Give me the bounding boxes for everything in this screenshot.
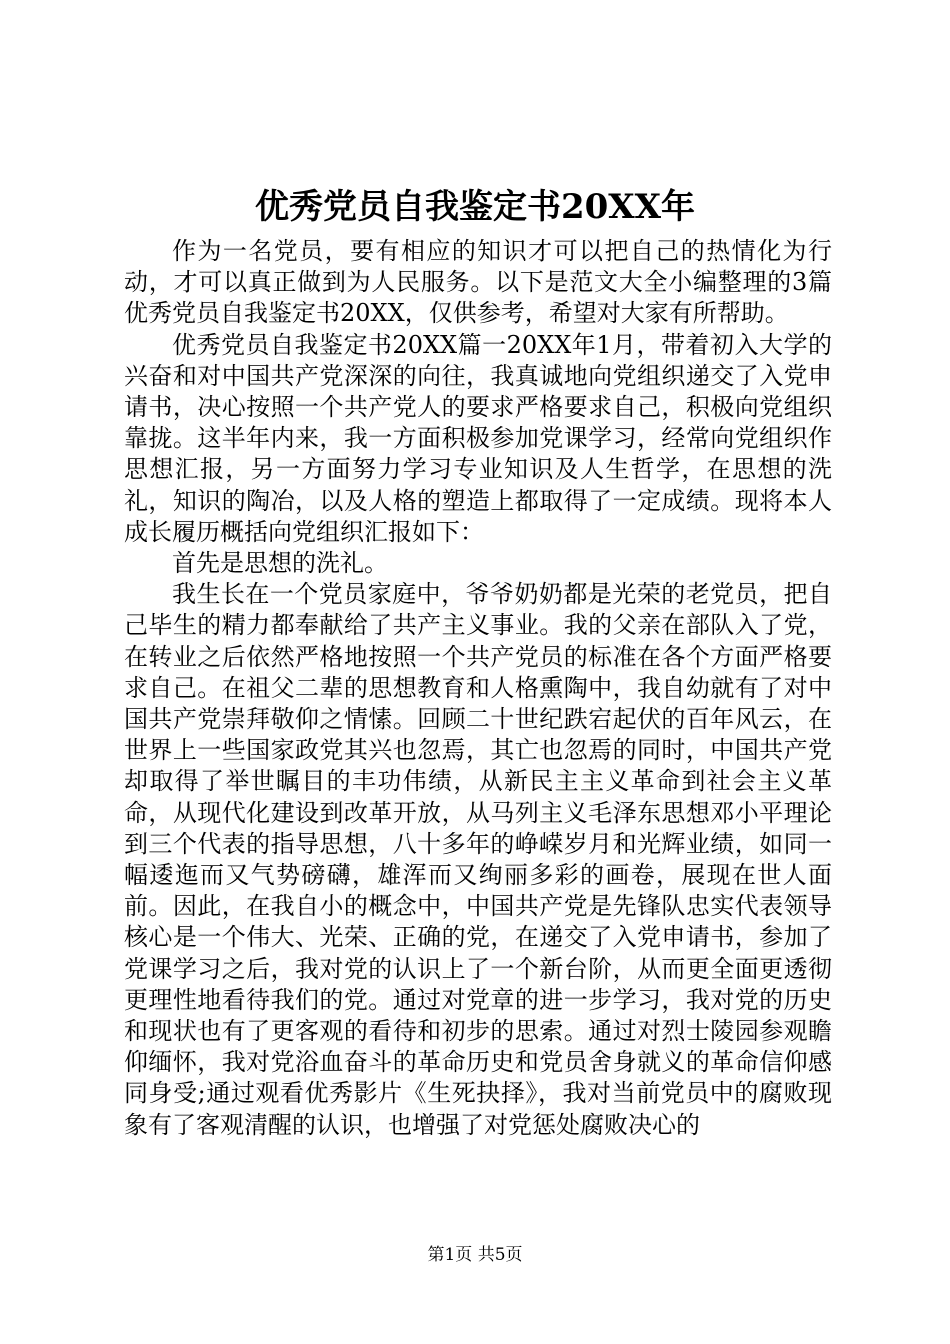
document-title: 优秀党员自我鉴定书20XX年 <box>254 187 696 227</box>
paragraph-part-one: 优秀党员自我鉴定书20XX篇一20XX年1月，带着初入大学的兴奋和对中国共产党深深的向往，我真诚地向党组织递交了入党申请书，决心按照一个共产党人的要求严格要求自己，积极向党组织靠拢。这半年内来，我一方面积极参加党课学习，经常向党组织作思想汇报，另一方面努力学习专业知识及人生哲学，在思想的洗礼，知识的陶冶，以及人格的塑造上都取得了一定成绩。现将本人成长履历概括向党组织汇报如下： <box>124 330 832 546</box>
document-body <box>124 236 832 1141</box>
page-number-footer: 第1页 共5页 <box>427 1245 523 1265</box>
paragraph-intro: 作为一名党员，要有相应的知识才可以把自己的热情化为行动，才可以真正做到为人民服务。以下是范文大全小编整理的3篇优秀党员自我鉴定书20XX，仅供参考，希望对大家有所帮助。 <box>124 237 832 328</box>
paragraph-family-background: 我生长在一个党员家庭中，爷爷奶奶都是光荣的老党员，把自己毕生的精力都奉献给了共产主义事业。我的父亲在部队入了党，在转业之后依然严格地按照一个共产党员的标准在各个方面严格要求自己。在祖父二辈的思想教育和人格熏陶中，我自幼就有了对中国共产党崇拜敬仰之情愫。回顾二十世纪跌宕起伏的百年风云，在世界上一些国家政党其兴也忽焉，其亡也忽焉的同时，中国共产党却取得了举世瞩目的丰功伟绩，从新民主主义革命到社会主义革命，从现代化建设到改革开放，从马列主义毛泽东思想邓小平理论到三个代表的指导思想，八十多年的峥嵘岁月和光辉业绩，如同一幅逶迤而又气势磅礴，雄浑而又绚丽多彩的画卷，展现在世人面前。因此，在我自小的概念中，中国共产党是先锋队忠实代表领导核心是一个伟大、光荣、正确的党，在递交了入党申请书，参加了党课学习之后，我对党的认识上了一个新台阶，从而更全面更透彻更理性地看待我们的党。通过对党章的进一步学习，我对党的历史和现状也有了更客观的看待和初步的思索。通过对烈士陵园参观瞻仰缅怀，我对党浴血奋斗的革命历史和党员舍身就义的革命信仰感同身受;通过观看优秀影片《生死抉择》，我对当前党员中的腐败现象有了客观清醒的认识，也增强了对党惩处腐败决心的 <box>124 580 832 1139</box>
paragraph-heading-thought: 首先是思想的洗礼。 <box>172 549 388 578</box>
